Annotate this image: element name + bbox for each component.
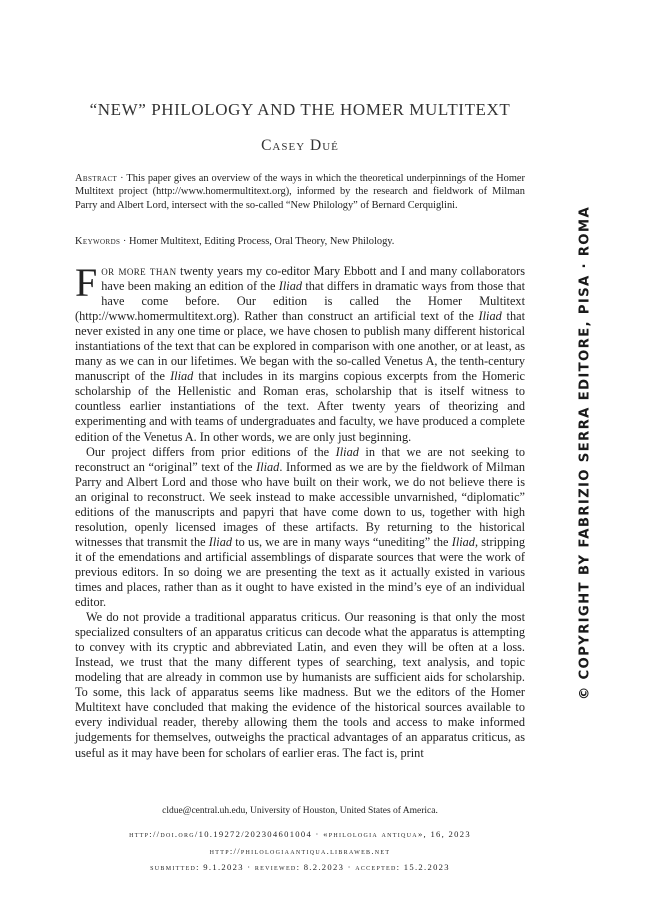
keywords [75,235,525,248]
abstract-label: Abstract [75,173,118,184]
paragraph-text: in that we are not seeking to reconstruct an “original” text of the [75,444,525,474]
author-footnote: cldue@central.uh.edu, University of Houston, United States of America. [162,806,438,816]
italic-title: Iliad [208,534,233,549]
keywords-label: Keywords [75,236,121,247]
paragraph-3: We do not provide a traditional apparatus criticus. Our reasoning is that only the most specialized consulters of an apparatus criticus can decode what the apparatus is attempting to convey with its cryptic and abbreviated Latin, and even they will be often at a loss. Instead, we trust that the many different types of searching, text analysis, and topic modeling that are already in common use by humanists are sufficient aids for scholarship. To some, this lack of apparatus seems like madness. But we the editors of the Homer Multitext have concluded that making the evidence of the historical sources available to every individual reader, thereby allowing them the tools and access to make informed judgements for themselves, outweighs the practical advantages of an apparatus criticus, as useful as it may have been for scholars of earlier eras. The fact is, print [75,610,525,760]
italic-title: Iliad [170,369,194,384]
keywords-text: Homer Multitext, Editing Process, Oral Theory, New Philology. [128,236,395,247]
paragraph-2 [75,445,525,611]
submission-dates: submitted: 9.1.2023 · reviewed: 8.2.2023 · accepted: 15.2.2023 [150,862,450,872]
italic-title: Iliad [478,309,502,324]
paragraph-text: that never existed in any one time or place, we have chosen to publish many different historical instantiations of the text that can be explored in comparison with one another, or at least, as many as we can in our lifetimes. We began with the so-called Venetus A, the tenth-century manuscript of the [75,309,525,384]
abstract-separator: · [117,173,127,184]
paragraph-text: to us, we are in many ways “unediting” the [232,534,452,549]
paragraph-text: twenty years my co-editor Mary Ebbott and I and many collaborators have been making an edition of the [101,264,526,294]
italic-title: Iliad [278,279,303,294]
opening-words: or more than [101,264,177,278]
keywords-separator: · [120,236,129,247]
journal-url: http://philologiaantiqua.libraweb.net [209,846,391,856]
doi-line: http://doi.org/10.19272/202304601004 · «philologia antiqua», 16, 2023 [129,829,471,839]
italic-title: Iliad [256,459,280,474]
paragraph-text: Our project differs from prior editions of the [86,444,336,459]
paragraph-text: , stripping it of the emendations and artificial assemblings of disparate sources that were the work of previous editors. In so doing we are presenting the text as it actually existed in various times and places, rather than as it ought to have existed in the mind’s eye of an individual editor. [75,534,525,610]
italic-title: Iliad [451,534,475,549]
paper-title: “NEW” PHILOLOGY AND THE HOMER MULTITEXT [89,100,511,119]
paragraph-1 [75,260,526,445]
author-name: Casey Dué [261,137,339,154]
page [75,0,525,922]
paragraph-text: that differs in dramatic ways from those that have come before. Our edition is called the Homer Multitext (http://www.homermultitext.org). Rather than construct an artificial text of the [75,279,526,324]
paragraph-text: that includes in its margins copious excerpts from the Homeric scholarship of the Hellenistic and Roman eras, scholarship that is itself witness to countless earlier instantiations of the text. After twenty years of theorizing and experimenting and with teams of undergraduates and faculty, we have produced a complete edition of the Venetus A. In other words, we are only just beginning. [75,369,525,444]
body-text [75,260,526,761]
copyright-sidebar [570,205,600,700]
italic-title: Iliad [335,444,359,459]
abstract [75,172,525,212]
abstract-text: This paper gives an overview of the ways in which the theoretical underpinnings of the Homer Multitext project (http://www.homermultitext.org), informed by the research and fieldwork of Milman Parry and Albert Lord, intersect with the so-called “New Philology” of Bernard Cerquiglini. [75,173,526,211]
paragraph-text: . Informed as we are by the fieldwork of Milman Parry and Albert Lord and those who have built on their work, we do not believe there is an original to reconstruct. We seek instead to make accessible unvarnished, “diplomatic” editions of the manuscripts and papyri that have come down to us, together with high resolution, openly licensed images of these artifacts. By returning to the historical witnesses that transmit the [75,459,525,549]
copyright-notice: © COPYRIGHT BY FABRIZIO SERRA EDITORE, PISA · ROMA [577,205,593,700]
drop-cap: F [75,260,98,305]
